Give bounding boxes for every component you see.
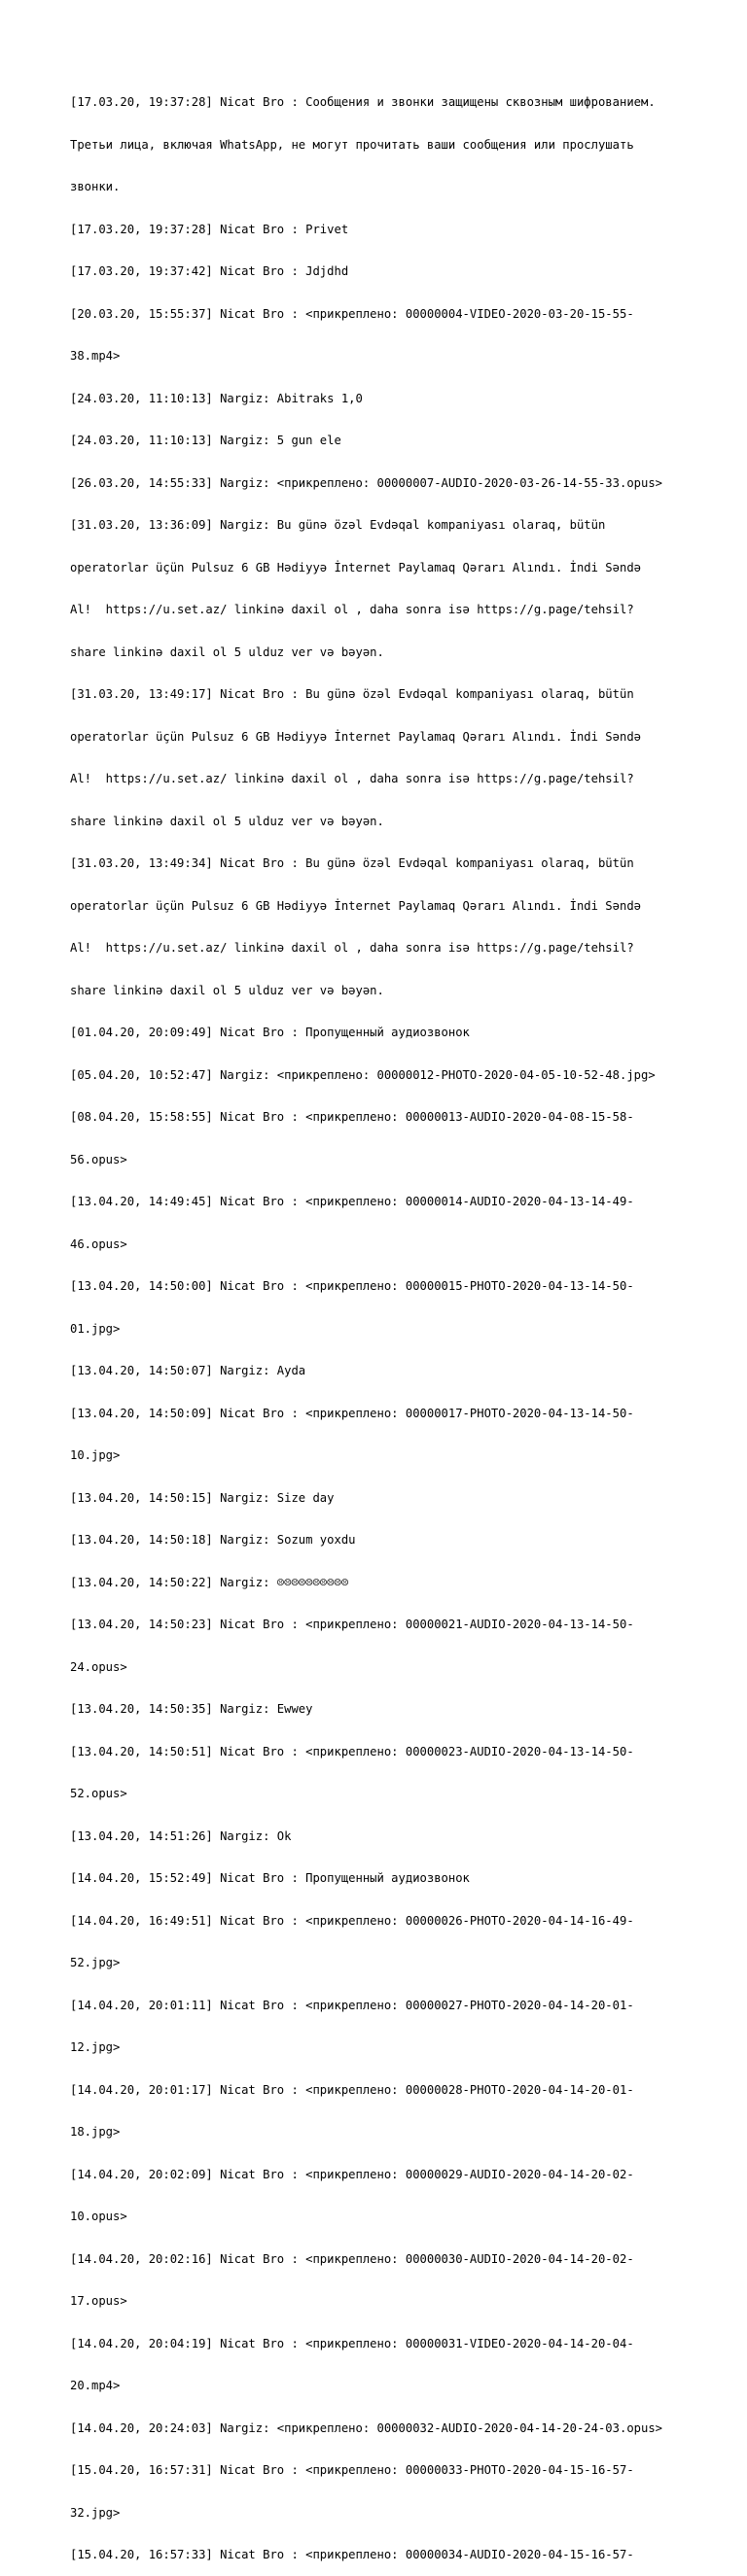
text-line: 18.jpg>: [70, 2125, 121, 2139]
text-line: Al! https://u.set.az/ linkinə daxil ol , daha sonra isə https://g.page/tehsil?: [70, 772, 634, 785]
text-line: [24.03.20, 11:10:13] Nargiz: 5 gun ele: [70, 434, 341, 447]
text-line: [14.04.20, 20:24:03] Nargiz: <прикреплено: 00000032-AUDIO-2020-04-14-20-24-03.opus>: [70, 2420, 663, 2435]
text-line: 10.opus>: [70, 2210, 127, 2223]
text-line: 17.opus>: [70, 2294, 127, 2308]
text-line: Al! https://u.set.az/ linkinə daxil ol , daha sonra isə https://g.page/tehsil?: [70, 603, 634, 616]
text-line: [13.04.20, 14:50:35] Nargiz: Ewwey: [70, 1702, 313, 1716]
text-line: [13.04.20, 14:50:18] Nargiz: Sozum yoxdu: [70, 1533, 356, 1547]
chat-export-text: [70, 67, 693, 2576]
text-line: [14.04.20, 20:04:19] Nicat Bro : <прикреплено: 00000031-VIDEO-2020-04-14-20-04-: [70, 2336, 634, 2350]
text-line: share linkinə daxil ol 5 ulduz ver və bəyən.: [70, 983, 384, 997]
text-line: [17.03.20, 19:37:42] Nicat Bro : Jdjdhd: [70, 264, 349, 278]
text-line: [15.04.20, 16:57:33] Nicat Bro : <прикреплено: 00000034-AUDIO-2020-04-15-16-57-: [70, 2548, 634, 2561]
text-line: [14.04.20, 15:52:49] Nicat Bro : Пропущенный аудиозвонок: [70, 1871, 470, 1885]
text-line: 10.jpg>: [70, 1448, 121, 1462]
text-line: operatorlar üçün Pulsuz 6 GB Hədiyyə İnternet Paylamaq Qərarı Alındı. İndi Səndə: [70, 898, 641, 913]
text-line: [14.04.20, 16:49:51] Nicat Bro : <прикреплено: 00000026-PHOTO-2020-04-14-16-49-: [70, 1913, 634, 1928]
text-line: [13.04.20, 14:50:15] Nargiz: Size day: [70, 1490, 335, 1505]
text-line: [26.03.20, 14:55:33] Nargiz: <прикреплено: 00000007-AUDIO-2020-03-26-14-55-33.opus>: [70, 475, 663, 490]
text-line: Al! https://u.set.az/ linkinə daxil ol , daha sonra isə https://g.page/tehsil?: [70, 941, 634, 955]
text-line: operatorlar üçün Pulsuz 6 GB Hədiyyə İnternet Paylamaq Qərarı Alındı. İndi Səndə: [70, 729, 641, 744]
text-line: [31.03.20, 13:36:09] Nargiz: Bu günə özəl Evdəqal kompaniyası olaraq, bütün: [70, 518, 606, 532]
text-line: 46.opus>: [70, 1236, 127, 1251]
text-line: 52.opus>: [70, 1787, 127, 1800]
text-line: [15.04.20, 16:57:31] Nicat Bro : <прикреплено: 00000033-PHOTO-2020-04-15-16-57-: [70, 2463, 634, 2477]
text-line: [17.03.20, 19:37:28] Nicat Bro : Сообщения и звонки защищены сквозным шифрованием.: [70, 95, 656, 109]
text-line: звонки.: [70, 180, 121, 193]
text-line: [14.04.20, 20:02:09] Nicat Bro : <прикреплено: 00000029-AUDIO-2020-04-14-20-02-: [70, 2167, 634, 2181]
text-line: [31.03.20, 13:49:34] Nicat Bro : Bu günə özəl Evdəqal kompaniyası olaraq, bütün: [70, 856, 634, 870]
text-line: [17.03.20, 19:37:28] Nicat Bro : Privet: [70, 222, 349, 236]
text-line: operatorlar üçün Pulsuz 6 GB Hədiyyə İnternet Paylamaq Qərarı Alındı. İndi Səndə: [70, 560, 641, 574]
text-line: [13.04.20, 14:51:26] Nargiz: Ok: [70, 1828, 292, 1843]
text-line: 12.jpg>: [70, 2040, 121, 2054]
text-line: 24.opus>: [70, 1659, 127, 1674]
text-line: [13.04.20, 14:50:09] Nicat Bro : <прикреплено: 00000017-PHOTO-2020-04-13-14-50-: [70, 1406, 634, 1420]
text-line: 32.jpg>: [70, 2505, 121, 2520]
text-line: [13.04.20, 14:50:51] Nicat Bro : <прикреплено: 00000023-AUDIO-2020-04-13-14-50-: [70, 1744, 634, 1758]
text-line: share linkinə daxil ol 5 ulduz ver və bəyən.: [70, 814, 384, 828]
text-line: share linkinə daxil ol 5 ulduz ver və bəyən.: [70, 644, 384, 659]
text-line: [13.04.20, 14:50:00] Nicat Bro : <прикреплено: 00000015-PHOTO-2020-04-13-14-50-: [70, 1279, 634, 1293]
text-line: [14.04.20, 20:01:17] Nicat Bro : <прикреплено: 00000028-PHOTO-2020-04-14-20-01-: [70, 2082, 634, 2097]
text-line: 52.jpg>: [70, 1956, 121, 1969]
text-line: [13.04.20, 14:49:45] Nicat Bro : <прикреплено: 00000014-AUDIO-2020-04-13-14-49-: [70, 1195, 634, 1208]
text-line: [05.04.20, 10:52:47] Nargiz: <прикреплено: 00000012-PHOTO-2020-04-05-10-52-48.jpg>: [70, 1067, 656, 1082]
text-line: [14.04.20, 20:01:11] Nicat Bro : <прикреплено: 00000027-PHOTO-2020-04-14-20-01-: [70, 1998, 634, 2012]
text-line: 56.opus>: [70, 1152, 127, 1166]
text-line: [13.04.20, 14:50:07] Nargiz: Ayda: [70, 1364, 306, 1377]
text-line: [31.03.20, 13:49:17] Nicat Bro : Bu günə özəl Evdəqal kompaniyası olaraq, bütün: [70, 687, 634, 701]
text-line: 01.jpg>: [70, 1321, 121, 1336]
text-line: [24.03.20, 11:10:13] Nargiz: Abitraks 1,0: [70, 391, 363, 405]
text-line: [20.03.20, 15:55:37] Nicat Bro : <прикреплено: 00000004-VIDEO-2020-03-20-15-55-: [70, 306, 634, 321]
text-line: [01.04.20, 20:09:49] Nicat Bro : Пропущенный аудиозвонок: [70, 1026, 470, 1039]
text-line: [13.04.20, 14:50:22] Nargiz: ☹☹☹☹☹☹☹☹☹☹: [70, 1575, 349, 1589]
text-line: Третьи лица, включая WhatsApp, не могут прочитать ваши сообщения или прослушать: [70, 137, 634, 152]
text-line: [08.04.20, 15:58:55] Nicat Bro : <прикреплено: 00000013-AUDIO-2020-04-08-15-58-: [70, 1110, 634, 1124]
text-line: [14.04.20, 20:02:16] Nicat Bro : <прикреплено: 00000030-AUDIO-2020-04-14-20-02-: [70, 2251, 634, 2266]
text-line: [13.04.20, 14:50:23] Nicat Bro : <прикреплено: 00000021-AUDIO-2020-04-13-14-50-: [70, 1618, 634, 1631]
text-line: 20.mp4>: [70, 2379, 121, 2392]
text-line: 38.mp4>: [70, 349, 121, 363]
